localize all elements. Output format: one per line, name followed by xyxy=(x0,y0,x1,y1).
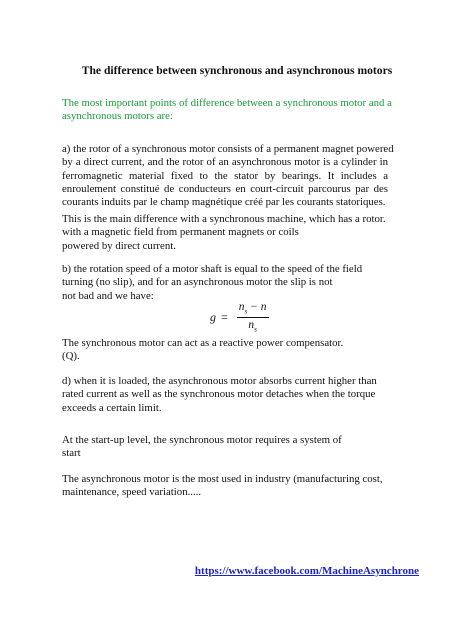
intro-line: The most important points of difference between a synchronous motor and a xyxy=(62,97,392,109)
intro-line: asynchronous motors are: xyxy=(62,110,173,123)
formula-lhs: g xyxy=(210,309,216,324)
intro-paragraph xyxy=(62,97,396,124)
paragraph-c-line: (Q). xyxy=(62,350,80,363)
paragraph-b-line: turning (no slip), and for an asynchronous motor the slip is not xyxy=(62,276,333,289)
paragraph-line: with a magnetic field from permanent magnets or coils xyxy=(62,226,299,239)
formula-denominator xyxy=(248,318,256,333)
formula-fraction xyxy=(237,301,269,333)
formula-numerator xyxy=(237,301,269,316)
paragraph-a-line: by a direct current, and the rotor of an asynchronous motor is a cylinder in xyxy=(62,156,388,169)
page-title: The difference between synchronous and asynchronous motors xyxy=(81,64,393,77)
paragraph-a xyxy=(62,143,394,209)
paragraph-industry xyxy=(62,473,402,500)
numerator-subscript: s xyxy=(244,307,248,316)
paragraph-line: maintenance, speed variation..... xyxy=(62,486,202,499)
paragraph-d xyxy=(62,375,392,415)
formula-equals: = xyxy=(221,309,228,324)
paragraph-b-line: not bad and we have: xyxy=(62,289,154,302)
paragraph-line: The asynchronous motor is the most used in industry (manufacturing cost, xyxy=(62,473,383,485)
slip-formula xyxy=(210,300,269,334)
paragraph-a-line: ferromagnetic material fixed to the stator by bearings. It includes a xyxy=(62,169,388,182)
paragraph-main-difference xyxy=(62,213,392,253)
denominator-n: n xyxy=(248,318,255,331)
paragraph-d-line: rated current as well as the synchronous motor detaches when the torque xyxy=(62,388,376,401)
paragraph-a-line: courants induits par le champ magnétique créé par les courants statoriques. xyxy=(62,196,386,209)
paragraph-d-line: exceeds a certain limit. xyxy=(62,401,162,414)
paragraph-a-line: a) the rotor of a synchronous motor consists of a permanent magnet powered xyxy=(62,143,394,155)
paragraph-line: This is the main difference with a synchronous machine, which has a rotor. xyxy=(62,213,386,225)
paragraph-line: start xyxy=(62,447,81,460)
paragraph-c-line: The synchronous motor can act as a reactive power compensator. xyxy=(62,337,344,349)
paragraph-line: powered by direct current. xyxy=(62,239,176,252)
denominator-subscript: s xyxy=(254,324,257,333)
paragraph-d-line: d) when it is loaded, the asynchronous motor absorbs current higher than xyxy=(62,375,377,387)
paragraph-start-up xyxy=(62,434,392,461)
facebook-link[interactable]: https://www.facebook.com/MachineAsynchrone xyxy=(194,565,419,577)
paragraph-b xyxy=(62,263,392,303)
paragraph-line: At the start-up level, the synchronous motor requires a system of xyxy=(62,434,342,446)
numerator-rest: − n xyxy=(247,301,267,314)
paragraph-c xyxy=(62,337,392,364)
numerator-n: n xyxy=(238,301,245,314)
paragraph-a-line: enroulement constitué de conducteurs en court-circuit parcourus par des xyxy=(62,182,388,195)
paragraph-b-line: b) the rotation speed of a motor shaft is equal to the speed of the field xyxy=(62,263,363,275)
